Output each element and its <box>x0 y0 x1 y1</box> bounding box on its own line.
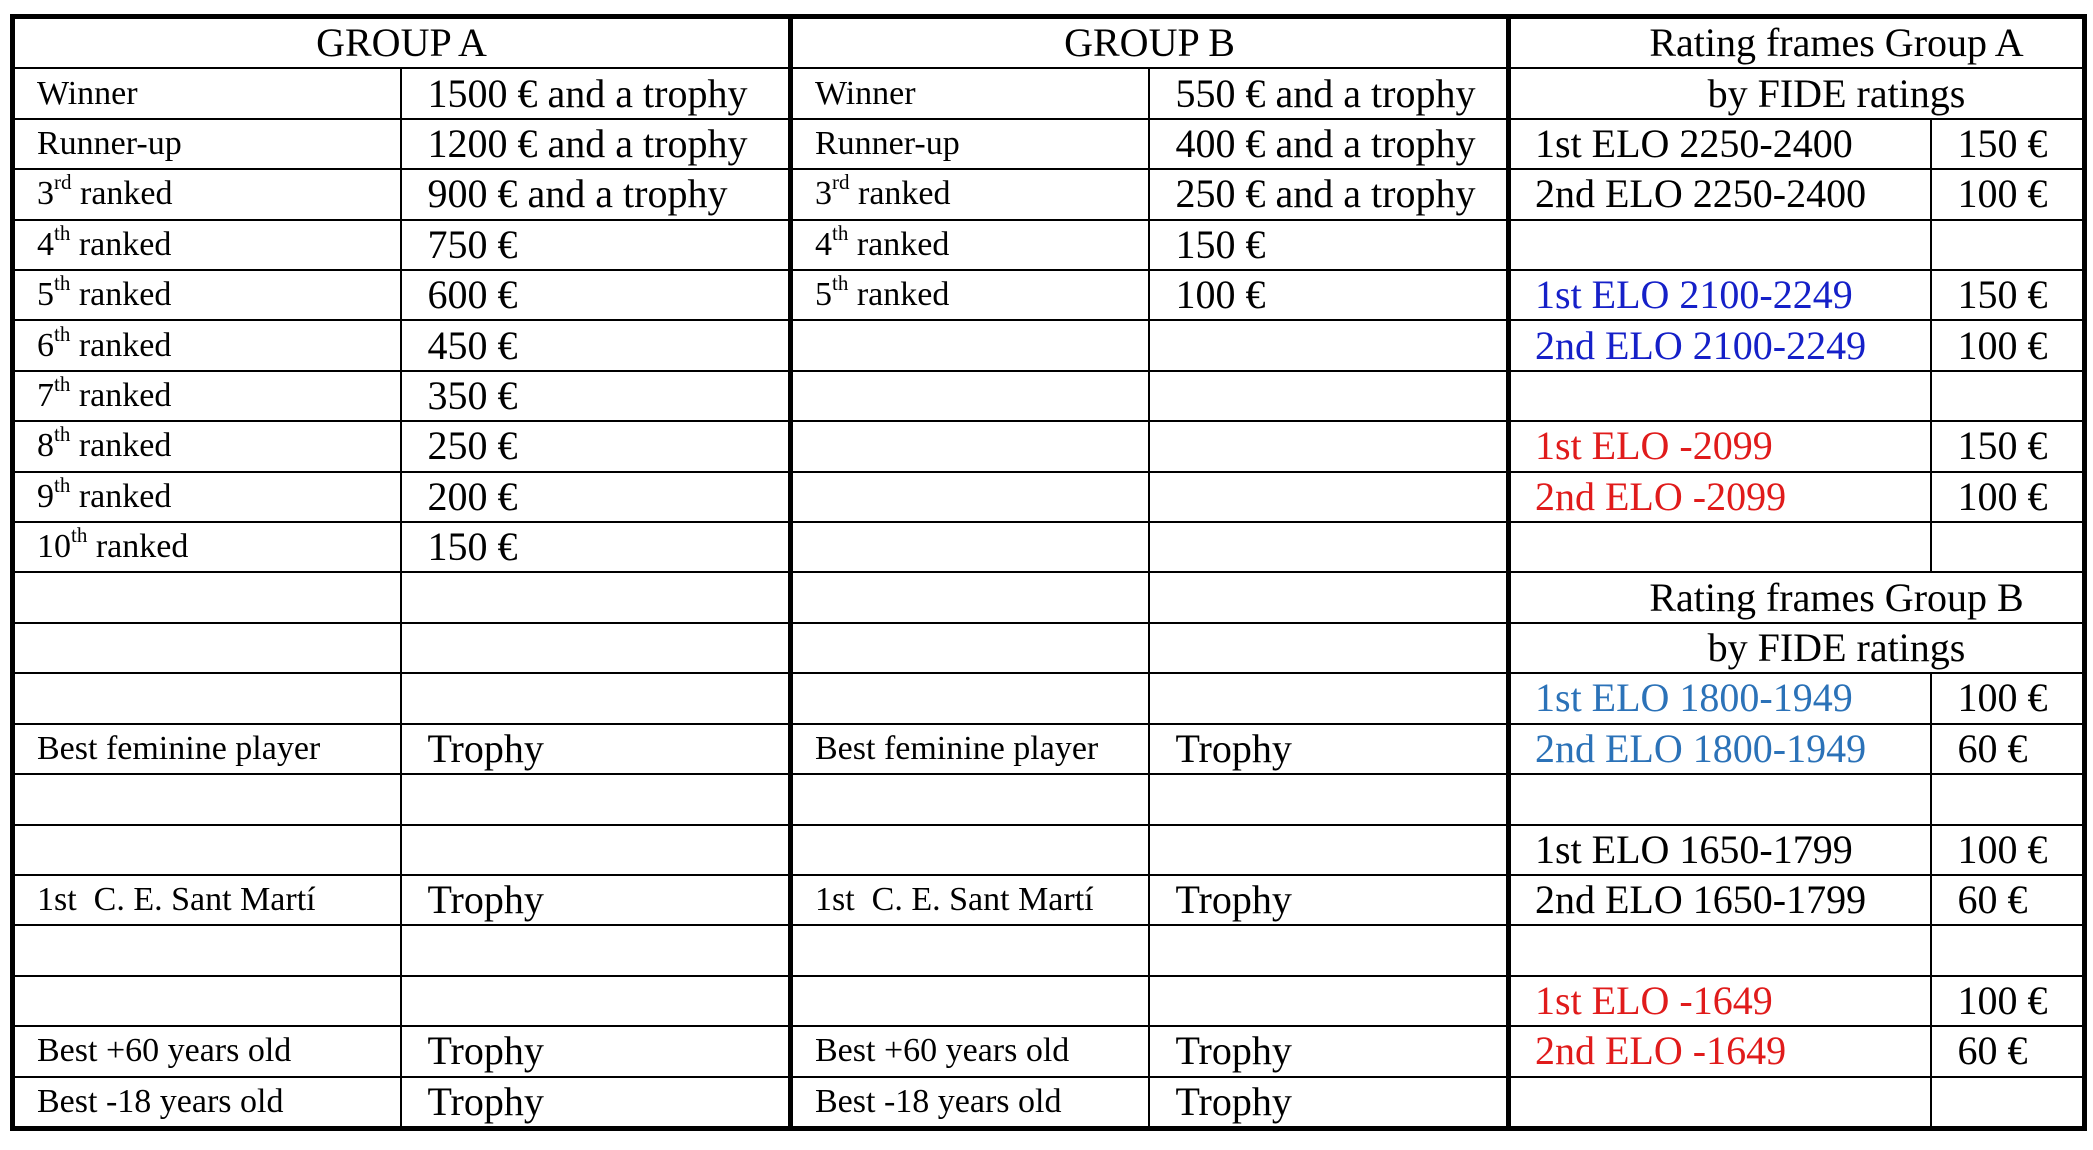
group-b-rank-label: 4th ranked <box>791 220 1149 270</box>
group-a-rank-prize: 200 € <box>401 472 791 522</box>
empty-cell <box>1149 623 1509 673</box>
empty-cell <box>1149 371 1509 421</box>
empty-cell <box>13 774 401 824</box>
group-b-under18-prize: Trophy <box>1149 1077 1509 1129</box>
empty-cell <box>1509 774 1931 824</box>
empty-cell <box>791 925 1149 975</box>
table-row <box>13 623 2085 673</box>
group-a-rank-label: 10th ranked <box>13 522 401 572</box>
empty-cell <box>401 825 791 875</box>
rating-a-frame: 1st ELO -2099 <box>1509 421 1931 471</box>
group-b-feminine-prize: Trophy <box>1149 724 1509 774</box>
empty-cell <box>791 673 1149 723</box>
empty-cell <box>791 572 1149 622</box>
empty-cell <box>791 421 1149 471</box>
group-a-under18-prize: Trophy <box>401 1077 791 1129</box>
table-row <box>13 774 2085 824</box>
group-b-rank-prize: 100 € <box>1149 270 1509 320</box>
rating-b-prize: 100 € <box>1931 825 2085 875</box>
group-b-winner-prize: 550 € and a trophy <box>1149 68 1509 118</box>
group-a-over60-label: Best +60 years old <box>13 1026 401 1076</box>
empty-cell <box>791 976 1149 1026</box>
rating-a-prize: 100 € <box>1931 169 2085 219</box>
group-b-rank-label: 5th ranked <box>791 270 1149 320</box>
empty-cell <box>1149 925 1509 975</box>
empty-cell <box>1149 472 1509 522</box>
rating-b-prize: 60 € <box>1931 875 2085 925</box>
group-b-rank-prize: 150 € <box>1149 220 1509 270</box>
empty-cell <box>791 472 1149 522</box>
empty-cell <box>13 976 401 1026</box>
rating-b-frame: 1st ELO -1649 <box>1509 976 1931 1026</box>
rating-b-subheader: by FIDE ratings <box>1509 623 2085 673</box>
group-b-rank-prize: 250 € and a trophy <box>1149 169 1509 219</box>
group-a-winner-prize: 1500 € and a trophy <box>401 68 791 118</box>
empty-cell <box>1149 421 1509 471</box>
rating-b-frame: 1st ELO 1800-1949 <box>1509 673 1931 723</box>
group-b-over60-prize: Trophy <box>1149 1026 1509 1076</box>
group-a-rank-label: 5th ranked <box>13 270 401 320</box>
rating-b-frame: 2nd ELO 1800-1949 <box>1509 724 1931 774</box>
prize-table <box>10 14 2087 1131</box>
rating-a-subheader: by FIDE ratings <box>1509 68 2085 118</box>
rating-a-frame: 1st ELO 2100-2249 <box>1509 270 1931 320</box>
table-row <box>13 522 2085 572</box>
rating-b-prize: 100 € <box>1931 976 2085 1026</box>
empty-cell <box>791 623 1149 673</box>
empty-cell <box>1149 522 1509 572</box>
rating-a-prize: 150 € <box>1931 119 2085 169</box>
group-a-rank-prize: 750 € <box>401 220 791 270</box>
empty-cell <box>1149 976 1509 1026</box>
group-a-rank-label: 6th ranked <box>13 320 401 370</box>
table-row <box>13 825 2085 875</box>
empty-cell <box>13 623 401 673</box>
empty-cell <box>401 976 791 1026</box>
empty-cell <box>1509 1077 1931 1129</box>
group-a-over60-prize: Trophy <box>401 1026 791 1076</box>
group-b-under18-label: Best -18 years old <box>791 1077 1149 1129</box>
group-a-rank-prize: 250 € <box>401 421 791 471</box>
empty-cell <box>1931 522 2085 572</box>
group-a-feminine-label: Best feminine player <box>13 724 401 774</box>
empty-cell <box>401 774 791 824</box>
group-b-header: GROUP B <box>791 17 1509 69</box>
empty-cell <box>1509 371 1931 421</box>
table-row <box>13 119 2085 169</box>
table-row <box>13 270 2085 320</box>
rating-b-prize: 100 € <box>1931 673 2085 723</box>
empty-cell <box>791 825 1149 875</box>
group-b-runner-up-prize: 400 € and a trophy <box>1149 119 1509 169</box>
empty-cell <box>791 522 1149 572</box>
group-b-feminine-label: Best feminine player <box>791 724 1149 774</box>
table-row <box>13 68 2085 118</box>
group-b-club-label: 1st C. E. Sant Martí <box>791 875 1149 925</box>
empty-cell <box>1509 220 1931 270</box>
empty-cell <box>1149 572 1509 622</box>
rating-a-header: Rating frames Group A <box>1509 17 2085 69</box>
group-a-rank-label: 4th ranked <box>13 220 401 270</box>
group-a-club-prize: Trophy <box>401 875 791 925</box>
empty-cell <box>1931 220 2085 270</box>
rating-a-prize: 150 € <box>1931 270 2085 320</box>
header-row <box>13 17 2085 69</box>
table-row <box>13 875 2085 925</box>
group-a-rank-label: 7th ranked <box>13 371 401 421</box>
rating-a-frame: 2nd ELO 2250-2400 <box>1509 169 1931 219</box>
group-a-header: GROUP A <box>13 17 791 69</box>
table-row <box>13 1026 2085 1076</box>
table-row <box>13 320 2085 370</box>
rating-b-prize: 60 € <box>1931 724 2085 774</box>
empty-cell <box>13 572 401 622</box>
empty-cell <box>1931 774 2085 824</box>
empty-cell <box>401 572 791 622</box>
group-a-rank-prize: 600 € <box>401 270 791 320</box>
group-b-runner-up-label: Runner-up <box>791 119 1149 169</box>
group-b-club-prize: Trophy <box>1149 875 1509 925</box>
table-row <box>13 371 2085 421</box>
empty-cell <box>13 925 401 975</box>
group-a-rank-label: 9th ranked <box>13 472 401 522</box>
rating-b-frame: 2nd ELO -1649 <box>1509 1026 1931 1076</box>
empty-cell <box>1509 522 1931 572</box>
rating-a-frame: 2nd ELO -2099 <box>1509 472 1931 522</box>
empty-cell <box>1931 371 2085 421</box>
rating-a-prize: 100 € <box>1931 472 2085 522</box>
empty-cell <box>401 925 791 975</box>
group-a-rank-label: 8th ranked <box>13 421 401 471</box>
rating-b-prize: 60 € <box>1931 1026 2085 1076</box>
empty-cell <box>791 774 1149 824</box>
empty-cell <box>401 673 791 723</box>
empty-cell <box>1931 1077 2085 1129</box>
group-b-winner-label: Winner <box>791 68 1149 118</box>
empty-cell <box>13 825 401 875</box>
group-a-club-label: 1st C. E. Sant Martí <box>13 875 401 925</box>
table-row <box>13 572 2085 622</box>
empty-cell <box>1149 673 1509 723</box>
table-row <box>13 472 2085 522</box>
group-a-rank-prize: 150 € <box>401 522 791 572</box>
rating-a-prize: 150 € <box>1931 421 2085 471</box>
group-a-rank-label: 3rd ranked <box>13 169 401 219</box>
rating-b-frame: 2nd ELO 1650-1799 <box>1509 875 1931 925</box>
rating-a-prize: 100 € <box>1931 320 2085 370</box>
empty-cell <box>1509 925 1931 975</box>
group-a-rank-prize: 450 € <box>401 320 791 370</box>
table-row <box>13 976 2085 1026</box>
empty-cell <box>791 371 1149 421</box>
group-a-rank-prize: 350 € <box>401 371 791 421</box>
empty-cell <box>1149 774 1509 824</box>
table-row <box>13 925 2085 975</box>
group-b-rank-label: 3rd ranked <box>791 169 1149 219</box>
group-a-runner-up-prize: 1200 € and a trophy <box>401 119 791 169</box>
rating-a-frame: 1st ELO 2250-2400 <box>1509 119 1931 169</box>
table-row <box>13 673 2085 723</box>
table-row <box>13 724 2085 774</box>
group-a-feminine-prize: Trophy <box>401 724 791 774</box>
table-row <box>13 220 2085 270</box>
empty-cell <box>1149 320 1509 370</box>
empty-cell <box>13 673 401 723</box>
group-a-under18-label: Best -18 years old <box>13 1077 401 1129</box>
rating-b-frame: 1st ELO 1650-1799 <box>1509 825 1931 875</box>
table-row <box>13 1077 2085 1129</box>
empty-cell <box>1931 925 2085 975</box>
group-a-rank-prize: 900 € and a trophy <box>401 169 791 219</box>
empty-cell <box>401 623 791 673</box>
table-row <box>13 169 2085 219</box>
rating-b-header: Rating frames Group B <box>1509 572 2085 622</box>
rating-a-frame: 2nd ELO 2100-2249 <box>1509 320 1931 370</box>
group-b-over60-label: Best +60 years old <box>791 1026 1149 1076</box>
group-a-runner-up-label: Runner-up <box>13 119 401 169</box>
group-a-winner-label: Winner <box>13 68 401 118</box>
empty-cell <box>791 320 1149 370</box>
empty-cell <box>1149 825 1509 875</box>
table-row <box>13 421 2085 471</box>
